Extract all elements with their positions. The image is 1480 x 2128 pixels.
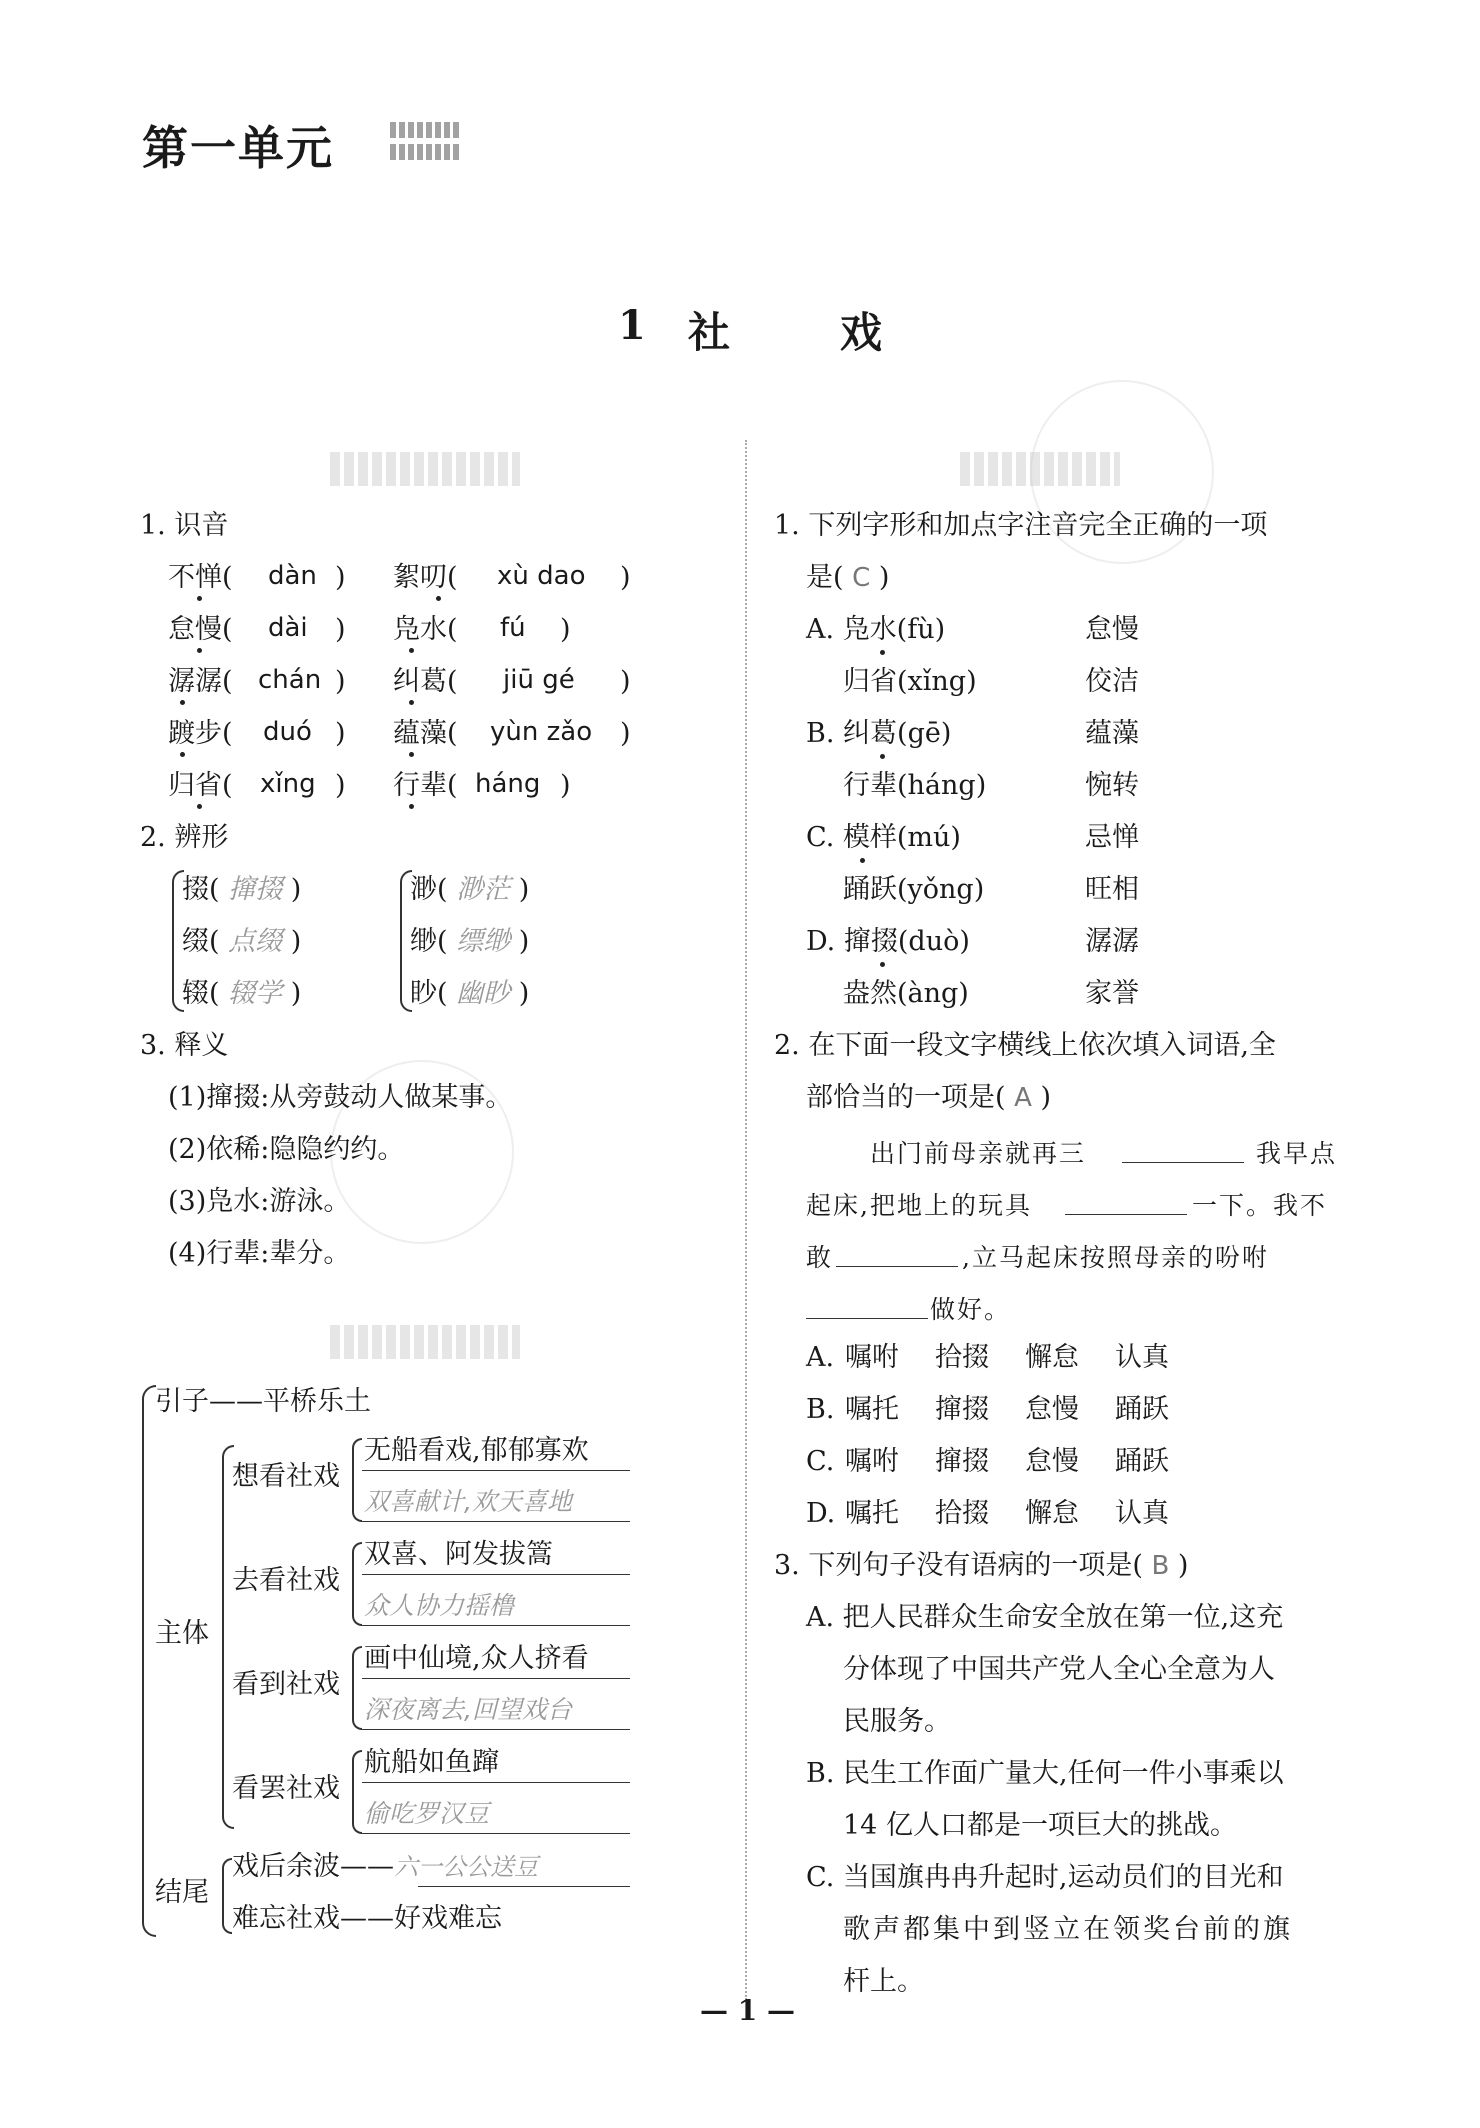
outline-detail: 双喜、阿发拔篙 xyxy=(364,1539,553,1570)
outline-stage: 看罢社戏 xyxy=(232,1773,340,1804)
outline-end-item: 戏后余波——六一公公送豆 xyxy=(232,1851,538,1882)
meaning-item: (3)凫水:游泳。 xyxy=(168,1186,351,1217)
pron-word: 凫水( xyxy=(393,614,458,645)
q2-stem-2: 部恰当的一项是( A ) xyxy=(806,1082,1052,1113)
q3-answer: B xyxy=(1151,1551,1170,1581)
outline-answer: 众人协力摇橹 xyxy=(364,1591,515,1620)
outline-stage: 去看社戏 xyxy=(232,1565,340,1596)
meaning-item: (2)依稀:隐隐约约。 xyxy=(168,1134,405,1165)
q1-stem-2: 是( C ) xyxy=(806,562,890,593)
q2-answer: A xyxy=(1014,1083,1032,1113)
outline-end-item: 难忘社戏——好戏难忘 xyxy=(232,1903,502,1934)
outline-answer: 双喜献计,欢天喜地 xyxy=(364,1487,572,1516)
unit-decoration xyxy=(390,122,460,170)
lesson-number: 1 xyxy=(618,302,646,349)
pron-answer: dàn xyxy=(268,561,317,591)
pron-word: 蕴藻( xyxy=(393,718,458,749)
q1-stem: 1. 下列字形和加点字注音完全正确的一项 xyxy=(774,510,1268,541)
outline-detail: 无船看戏,郁郁寡欢 xyxy=(364,1435,589,1466)
pron-answer: yùn zǎo xyxy=(490,717,593,747)
section-shape-title: 2. 辨形 xyxy=(140,822,229,853)
outline-answer: 深夜离去,回望戏台 xyxy=(364,1695,572,1724)
page-number: — 1 — xyxy=(700,1994,795,2027)
outline-main-label: 主体 xyxy=(155,1618,209,1649)
pron-answer: fú xyxy=(500,613,526,643)
meaning-item: (4)行辈:辈分。 xyxy=(168,1238,351,1269)
column-divider xyxy=(745,440,747,2000)
pron-answer: xù dao xyxy=(497,561,586,591)
pron-word: 纠葛( xyxy=(393,666,458,697)
lesson-title: 社戏 xyxy=(688,308,993,357)
section-pronunciation-title: 1. 识音 xyxy=(140,510,229,541)
pron-answer: jiū gé xyxy=(503,665,575,695)
unit-title: 第一单元 xyxy=(142,121,334,175)
pron-word: 絮叨( xyxy=(393,562,458,593)
outline-stage: 想看社戏 xyxy=(232,1461,340,1492)
section-banner-right xyxy=(960,452,1120,486)
pron-answer: dài xyxy=(268,613,308,643)
q1-answer: C xyxy=(852,563,871,593)
pron-answer: duó xyxy=(263,717,312,747)
outline-detail: 画中仙境,众人挤看 xyxy=(364,1643,589,1674)
pron-word: 行辈( xyxy=(393,770,458,801)
outline-answer: 偷吃罗汉豆 xyxy=(364,1799,490,1828)
q3-stem: 3. 下列句子没有语病的一项是( B ) xyxy=(774,1550,1189,1581)
pron-word: 不惮( xyxy=(168,562,233,593)
outline-intro: 引子——平桥乐土 xyxy=(155,1386,371,1417)
pron-word: 怠慢( xyxy=(168,614,233,645)
section-banner-left xyxy=(330,452,520,486)
outline-end-label: 结尾 xyxy=(155,1877,209,1908)
outline-detail: 航船如鱼蹿 xyxy=(364,1747,499,1778)
section-banner-outline xyxy=(330,1325,520,1359)
pron-answer: xǐng xyxy=(260,769,316,799)
outline-stage: 看到社戏 xyxy=(232,1669,340,1700)
q2-stem: 2. 在下面一段文字横线上依次填入词语,全 xyxy=(774,1030,1276,1061)
meaning-item: (1)撺掇:从旁鼓动人做某事。 xyxy=(168,1082,513,1113)
pron-answer: háng xyxy=(475,769,541,799)
section-meaning-title: 3. 释义 xyxy=(140,1030,229,1061)
pron-answer: chán xyxy=(258,665,322,695)
pron-word: 踱步( xyxy=(168,718,233,749)
pron-word: 归省( xyxy=(168,770,233,801)
pron-word: 潺潺( xyxy=(168,666,233,697)
